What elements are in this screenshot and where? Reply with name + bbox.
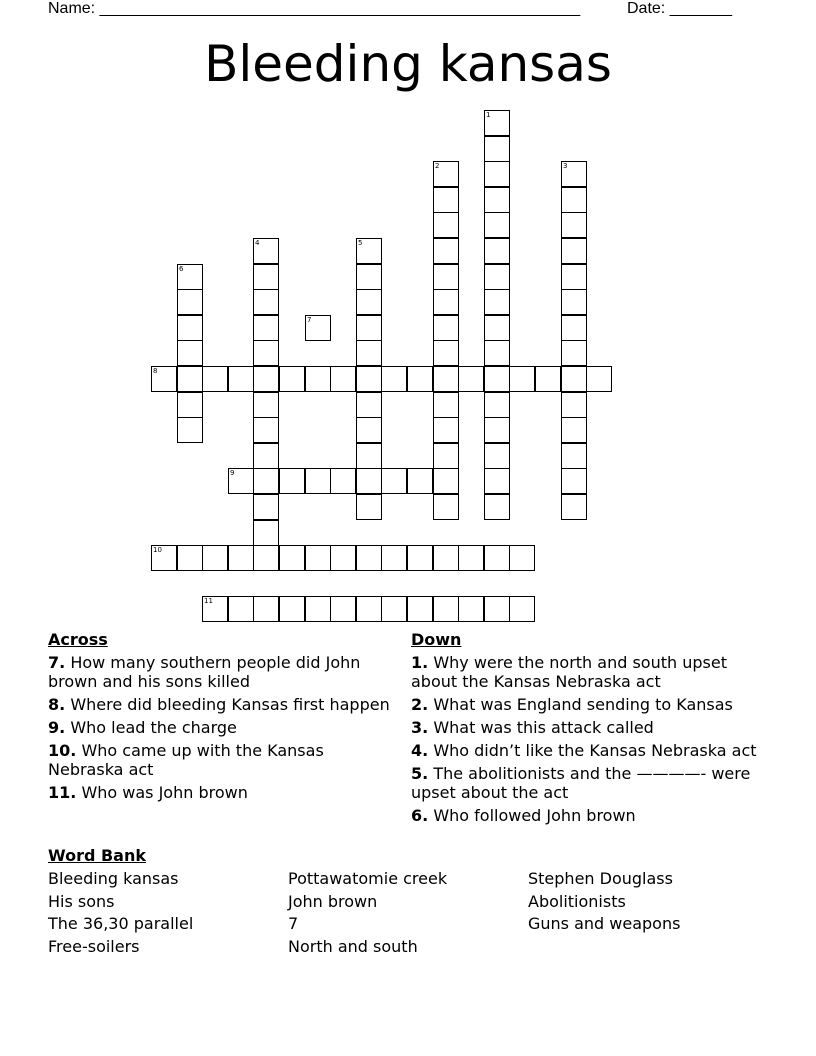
word-bank-item: Stephen Douglass [528, 869, 673, 888]
clue-text: Who came up with the Kansas Nebraska act [48, 741, 324, 779]
crossword-cell[interactable] [433, 494, 459, 520]
clue-down-2 [411, 695, 761, 714]
crossword-cell[interactable] [253, 289, 279, 315]
crossword-cell[interactable] [484, 340, 510, 366]
down-clue-list [411, 653, 761, 829]
crossword-cell[interactable] [433, 545, 459, 571]
clue-number-label: 6 [179, 265, 184, 273]
crossword-cell[interactable] [279, 468, 305, 494]
crossword-cell[interactable] [253, 315, 279, 341]
page-title: Bleeding kansas [204, 35, 612, 93]
crossword-cell[interactable] [202, 545, 228, 571]
across-clue-list [48, 653, 398, 806]
clue-down-3 [411, 718, 761, 737]
crossword-cell[interactable] [509, 545, 535, 571]
clue-text: Who was John brown [81, 783, 248, 802]
crossword-cell[interactable] [330, 545, 356, 571]
crossword-cell[interactable] [253, 545, 279, 571]
crossword-cell[interactable] [484, 264, 510, 290]
clue-number: 5. [411, 764, 429, 783]
crossword-cell[interactable] [305, 468, 331, 494]
crossword-cell[interactable] [407, 545, 433, 571]
crossword-cell[interactable] [561, 417, 587, 443]
clue-text: Where did bleeding Kansas first happen [70, 695, 390, 714]
crossword-cell[interactable] [177, 545, 203, 571]
clue-number-label: 10 [153, 546, 162, 554]
crossword-cell[interactable] [484, 136, 510, 162]
crossword-cell[interactable] [305, 545, 331, 571]
across-heading: Across [48, 630, 108, 649]
down-heading: Down [411, 630, 462, 649]
clue-down-5 [411, 764, 761, 802]
crossword-cell[interactable] [253, 520, 279, 546]
crossword-cell[interactable] [458, 366, 484, 392]
clue-number: 11. [48, 783, 77, 802]
crossword-cell[interactable] [561, 212, 587, 238]
crossword-cell[interactable] [177, 340, 203, 366]
crossword-cell[interactable] [253, 443, 279, 469]
crossword-cell[interactable] [356, 264, 382, 290]
crossword-cell[interactable] [484, 289, 510, 315]
clue-text: Who didn’t like the Kansas Nebraska act [433, 741, 757, 760]
crossword-cell[interactable] [561, 468, 587, 494]
crossword-cell[interactable] [177, 366, 203, 392]
crossword-cell[interactable] [356, 366, 382, 392]
crossword-cell[interactable] [586, 366, 612, 392]
crossword-cell[interactable] [561, 443, 587, 469]
clue-text: What was England sending to Kansas [433, 695, 733, 714]
crossword-cell[interactable] [381, 545, 407, 571]
crossword-cell[interactable] [433, 366, 459, 392]
clue-number: 8. [48, 695, 66, 714]
clue-number: 4. [411, 741, 429, 760]
word-bank-item: Guns and weapons [528, 914, 681, 934]
crossword-cell[interactable] [484, 366, 510, 392]
clue-number: 2. [411, 695, 429, 714]
crossword-cell[interactable] [433, 417, 459, 443]
crossword-cell[interactable] [228, 596, 254, 622]
crossword-cell[interactable] [279, 545, 305, 571]
crossword-cell[interactable] [381, 468, 407, 494]
clue-number-label: 5 [358, 239, 363, 247]
word-bank-item: The 36,30 parallel [48, 914, 194, 934]
clue-number-label: 9 [230, 469, 235, 477]
word-bank-column [288, 868, 447, 959]
crossword-cell[interactable] [330, 596, 356, 622]
crossword-cell[interactable] [253, 366, 279, 392]
word-bank-item: Abolitionists [528, 891, 626, 911]
crossword-cell[interactable] [381, 596, 407, 622]
crossword-cell[interactable] [253, 264, 279, 290]
crossword-cell[interactable] [305, 596, 331, 622]
crossword-cell[interactable] [433, 468, 459, 494]
clue-across-7 [48, 653, 398, 691]
clue-number: 1. [411, 653, 429, 672]
clue-across-10 [48, 741, 398, 779]
crossword-cell[interactable] [433, 315, 459, 341]
crossword-cell[interactable] [279, 366, 305, 392]
clue-number-label: 8 [153, 367, 158, 375]
word-bank-item: His sons [48, 891, 115, 911]
date-field-label: Date: _______ [627, 0, 732, 17]
crossword-cell[interactable] [356, 596, 382, 622]
crossword-cell[interactable] [484, 238, 510, 264]
clue-number-label: 3 [563, 162, 568, 170]
crossword-cell[interactable] [484, 315, 510, 341]
crossword-cell[interactable] [433, 289, 459, 315]
crossword-cell[interactable] [561, 238, 587, 264]
crossword-cell[interactable] [253, 417, 279, 443]
clue-text: Why were the north and south upset about the Kansas Nebraska act [411, 653, 727, 691]
crossword-cell[interactable] [177, 315, 203, 341]
crossword-cell[interactable] [356, 545, 382, 571]
crossword-cell[interactable] [433, 264, 459, 290]
clue-down-6 [411, 806, 761, 825]
word-bank-item: North and south [288, 937, 418, 957]
clue-number: 6. [411, 806, 429, 825]
crossword-cell[interactable] [433, 392, 459, 418]
crossword-cell[interactable] [407, 596, 433, 622]
clue-text: What was this attack called [433, 718, 654, 737]
crossword-cell[interactable] [330, 366, 356, 392]
clue-text: Who followed John brown [433, 806, 636, 825]
clue-across-11 [48, 783, 398, 802]
clue-number: 9. [48, 718, 66, 737]
crossword-cell[interactable] [228, 366, 254, 392]
crossword-cell[interactable] [433, 238, 459, 264]
crossword-cell[interactable] [458, 596, 484, 622]
crossword-cell[interactable] [561, 392, 587, 418]
crossword-cell[interactable] [177, 289, 203, 315]
crossword-cell[interactable] [561, 366, 587, 392]
crossword-cell[interactable] [356, 315, 382, 341]
word-bank-column [48, 868, 193, 959]
crossword-cell[interactable] [253, 468, 279, 494]
crossword-cell[interactable] [433, 212, 459, 238]
word-bank-item: Bleeding kansas [48, 869, 179, 888]
clue-number-label: 7 [307, 316, 312, 324]
word-bank-item: Pottawatomie creek [288, 869, 448, 888]
word-bank-item: Free-soilers [48, 937, 140, 957]
crossword-cell[interactable] [433, 340, 459, 366]
crossword-cell[interactable] [356, 417, 382, 443]
crossword-cell[interactable] [356, 443, 382, 469]
crossword-cell[interactable] [177, 392, 203, 418]
crossword-cell[interactable] [484, 443, 510, 469]
clue-number-label: 11 [204, 597, 213, 605]
crossword-cell[interactable] [202, 366, 228, 392]
crossword-cell[interactable] [305, 366, 331, 392]
crossword-cell[interactable] [253, 340, 279, 366]
crossword-cell[interactable] [177, 417, 203, 443]
crossword-cell[interactable] [561, 264, 587, 290]
clue-number: 7. [48, 653, 66, 672]
crossword-cell[interactable] [484, 212, 510, 238]
clue-number: 10. [48, 741, 77, 760]
crossword-cell[interactable] [356, 494, 382, 520]
word-bank-column [528, 868, 680, 936]
word-bank-heading: Word Bank [48, 846, 147, 865]
crossword-cell[interactable] [228, 545, 254, 571]
clue-down-4 [411, 741, 761, 760]
crossword-cell[interactable] [561, 315, 587, 341]
crossword-cell[interactable] [253, 494, 279, 520]
crossword-cell[interactable] [484, 494, 510, 520]
crossword-cell[interactable] [509, 596, 535, 622]
clue-text: How many southern people did John brown and his sons killed [48, 653, 361, 691]
clue-number-label: 4 [255, 239, 260, 247]
clue-number-label: 1 [486, 111, 491, 119]
crossword-cell[interactable] [484, 468, 510, 494]
crossword-cell[interactable] [484, 161, 510, 187]
crossword-cell[interactable] [407, 366, 433, 392]
crossword-cell[interactable] [484, 596, 510, 622]
clue-text: The abolitionists and the ————- were upset about the act [411, 764, 751, 802]
crossword-cell[interactable] [381, 366, 407, 392]
clue-down-1 [411, 653, 761, 691]
crossword-cell[interactable] [484, 392, 510, 418]
word-bank-item: John brown [288, 891, 378, 911]
clue-number-label: 2 [435, 162, 440, 170]
crossword-cell[interactable] [458, 545, 484, 571]
crossword-cell[interactable] [356, 289, 382, 315]
crossword-cell[interactable] [407, 468, 433, 494]
crossword-cell[interactable] [484, 187, 510, 213]
crossword-cell[interactable] [356, 392, 382, 418]
word-bank-item: 7 [288, 914, 299, 934]
crossword-cell[interactable] [330, 468, 356, 494]
clue-across-9 [48, 718, 398, 737]
crossword-cell[interactable] [356, 468, 382, 494]
crossword-cell[interactable] [253, 596, 279, 622]
crossword-cell[interactable] [509, 366, 535, 392]
crossword-cell[interactable] [561, 340, 587, 366]
crossword-cell[interactable] [356, 340, 382, 366]
crossword-cell[interactable] [433, 443, 459, 469]
crossword-cell[interactable] [279, 596, 305, 622]
crossword-cell[interactable] [253, 392, 279, 418]
crossword-cell[interactable] [484, 417, 510, 443]
clue-across-8 [48, 695, 398, 714]
crossword-cell[interactable] [535, 366, 561, 392]
crossword-cell[interactable] [561, 187, 587, 213]
crossword-cell[interactable] [561, 494, 587, 520]
crossword-cell[interactable] [433, 187, 459, 213]
crossword-cell[interactable] [484, 545, 510, 571]
clue-number: 3. [411, 718, 429, 737]
name-field-label: Name: ______________________________________________________ [48, 0, 581, 17]
crossword-cell[interactable] [433, 596, 459, 622]
crossword-cell[interactable] [561, 289, 587, 315]
clue-text: Who lead the charge [70, 718, 237, 737]
